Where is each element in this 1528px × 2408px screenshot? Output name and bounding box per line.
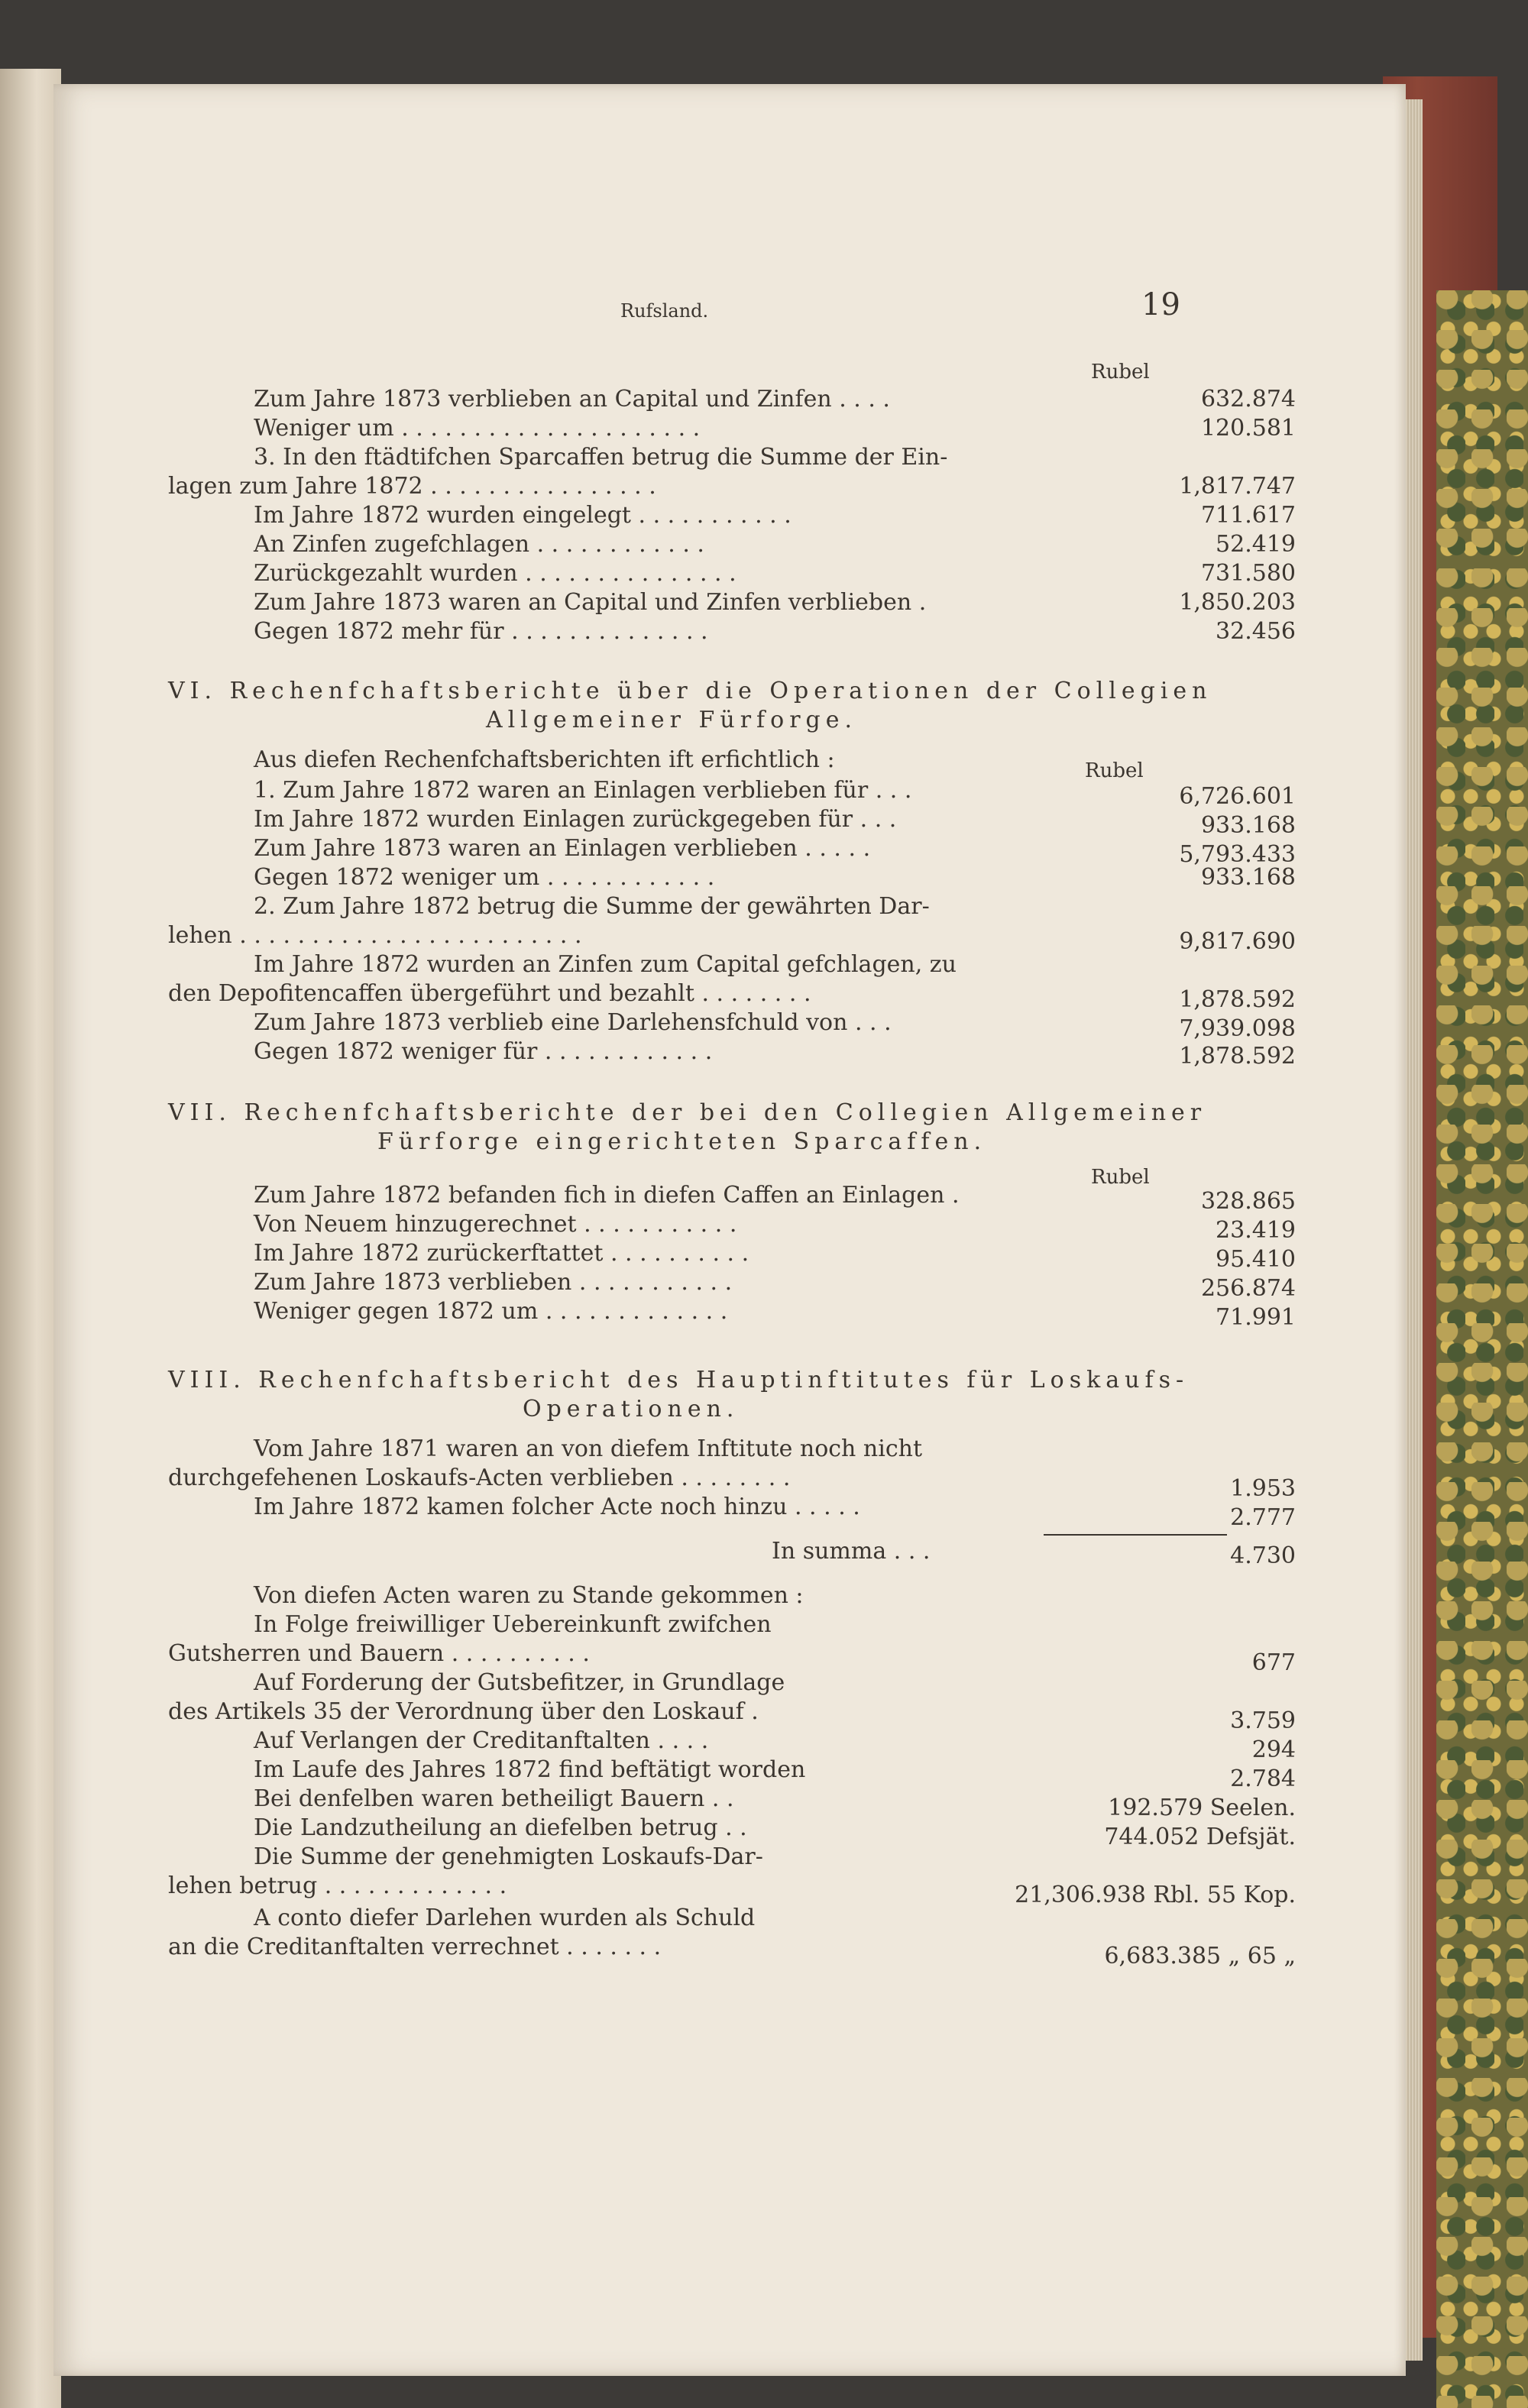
row-label: lehen . . . . . . . . . . . . . . . . . . . . . . . . [168,922,582,949]
row-value: 32.456 [1216,618,1296,645]
marbled-endpaper [1436,290,1528,2408]
row-label: In Folge freiwilliger Uebereinkunft zwifchen [254,1611,772,1638]
row-label: Gegen 1872 mehr für . . . . . . . . . . . . . . [254,618,708,645]
row-value: 7,939.098 [1179,1015,1296,1042]
row-value: 2.784 [1230,1766,1296,1792]
row-label: Auf Verlangen der Creditanftalten . . . . [254,1727,709,1754]
row-label: lehen betrug . . . . . . . . . . . . . [168,1872,507,1899]
row-value: 9,817.690 [1179,928,1296,955]
left-page-edge [0,69,61,2408]
row-label: Gegen 1872 weniger um . . . . . . . . . . . . [254,864,715,891]
row-label: Zum Jahre 1872 befanden fich in diefen Caffen an Einlagen . [254,1182,960,1209]
sum-rule [1044,1534,1227,1536]
row-label: Gegen 1872 weniger für . . . . . . . . . . . . [254,1038,713,1065]
sum-label: In summa . . . [772,1538,931,1565]
row-label: des Artikels 35 der Verordnung über den Loskauf . [168,1698,759,1725]
row-value: 328.865 [1200,1188,1296,1215]
row-label: Von diefen Acten waren zu Stande gekommen : [254,1582,804,1609]
row-label: Im Jahre 1872 zurückerftattet . . . . . . . . . . [254,1240,749,1267]
row-label: Zum Jahre 1873 verblieben . . . . . . . . . . . [254,1269,733,1296]
row-label: den Depofitencaffen übergeführt und bezahlt . . . . . . . . [168,980,811,1007]
row-label: Von Neuem hinzugerechnet . . . . . . . . . . . [254,1211,737,1238]
row-value: 1,817.747 [1179,473,1296,500]
row-value: 5,793.433 [1179,841,1296,868]
row-label: 1. Zum Jahre 1872 waren an Einlagen verblieben für . . . [254,777,912,804]
running-title: Rufsland. [620,300,709,322]
row-value: 711.617 [1200,502,1296,529]
row-value: 744.052 Defsjät. [1104,1824,1296,1850]
unit-label: Rubel [1091,361,1150,384]
row-label: Gutsherren und Bauern . . . . . . . . . . [168,1640,590,1667]
row-value: 192.579 Seelen. [1108,1795,1296,1821]
row-label: Auf Forderung der Gutsbefitzer, in Grundlage [254,1669,785,1696]
row-label: Zurückgezahlt wurden . . . . . . . . . . . . . . . [254,560,736,587]
row-label: Weniger um . . . . . . . . . . . . . . . . . . . . . [254,415,701,442]
row-value: 1.953 [1230,1475,1296,1502]
unit-label: Rubel [1085,759,1144,782]
row-label: an die Creditanftalten verrechnet . . . . . . . [168,1934,662,1960]
row-value: 2.777 [1230,1504,1296,1531]
row-value: 21,306.938 Rbl. 55 Kop. [1015,1882,1296,1908]
row-label: lagen zum Jahre 1872 . . . . . . . . . . . . . . . . [168,473,656,500]
row-value: 120.581 [1200,415,1296,442]
page-number: 19 [1141,287,1180,322]
book-page [53,84,1406,2376]
row-label: Im Jahre 1872 wurden Einlagen zurückgegeben für . . . [254,806,897,833]
row-label: Zum Jahre 1873 waren an Capital und Zinfen verblieben . [254,589,927,616]
section-heading: VIII. Rechenfchaftsbericht des Hauptinftitutes für Loskaufs- [168,1367,1190,1393]
row-label: Im Jahre 1872 kamen folcher Acte noch hinzu . . . . . [254,1494,860,1520]
row-value: 1,878.592 [1179,986,1296,1013]
row-value: 933.168 [1200,812,1296,839]
section-heading: Allgemeiner Fürforge. [486,707,858,733]
row-value: 71.991 [1216,1304,1296,1331]
row-label: Zum Jahre 1873 verblieb eine Darlehensfchuld von . . . [254,1009,892,1036]
row-label: Die Summe der genehmigten Loskaufs-Dar- [254,1843,763,1870]
row-label: Im Laufe des Jahres 1872 find beftätigt worden [254,1756,806,1783]
row-label: Vom Jahre 1871 waren an von diefem Inftitute noch nicht [254,1435,923,1462]
section-intro: Aus diefen Rechenfchaftsberichten ift erfichtlich : [254,746,835,773]
row-value: 1,850.203 [1179,589,1296,616]
row-label: Im Jahre 1872 wurden eingelegt . . . . . . . . . . . [254,502,792,529]
row-label: 2. Zum Jahre 1872 betrug die Summe der gewährten Dar- [254,893,930,920]
section-heading: Operationen. [523,1396,740,1422]
row-value: 256.874 [1200,1275,1296,1302]
section-heading: Fürforge eingerichteten Sparcaffen. [377,1128,987,1155]
unit-label: Rubel [1091,1166,1150,1189]
section-heading: VII. Rechenfchaftsberichte der bei den Collegien Allgemeiner [168,1099,1207,1126]
row-label: A conto diefer Darlehen wurden als Schuld [254,1905,756,1931]
row-value: 632.874 [1200,386,1296,413]
row-value: 3.759 [1230,1707,1296,1734]
row-value: 23.419 [1216,1217,1296,1244]
row-value: 95.410 [1216,1246,1296,1273]
row-value: 731.580 [1200,560,1296,587]
row-value: 677 [1251,1649,1296,1676]
row-label: Zum Jahre 1873 verblieben an Capital und Zinfen . . . . [254,386,890,413]
row-value: 6,683.385 „ 65 „ [1104,1943,1296,1969]
row-label: An Zinfen zugefchlagen . . . . . . . . . . . . [254,531,704,558]
row-value: 933.168 [1200,864,1296,891]
row-value: 52.419 [1216,531,1296,558]
row-label: Im Jahre 1872 wurden an Zinfen zum Capital gefchlagen, zu [254,951,957,978]
section-heading: VI. Rechenfchaftsberichte über die Operationen der Collegien [168,678,1212,704]
sum-value: 4.730 [1230,1542,1296,1569]
row-label: 3. In den ftädtifchen Sparcaffen betrug die Summe der Ein- [254,444,948,471]
row-label: Zum Jahre 1873 waren an Einlagen verblieben . . . . . [254,835,871,862]
row-value: 294 [1251,1736,1296,1763]
row-label: Die Landzutheilung an diefelben betrug . . [254,1814,747,1841]
row-label: Weniger gegen 1872 um . . . . . . . . . . . . . [254,1298,728,1325]
row-label: durchgefehenen Loskaufs-Acten verblieben . . . . . . . . [168,1465,791,1491]
row-label: Bei denfelben waren betheiligt Bauern . . [254,1785,734,1812]
row-value: 1,878.592 [1179,1043,1296,1070]
row-value: 6,726.601 [1179,783,1296,810]
